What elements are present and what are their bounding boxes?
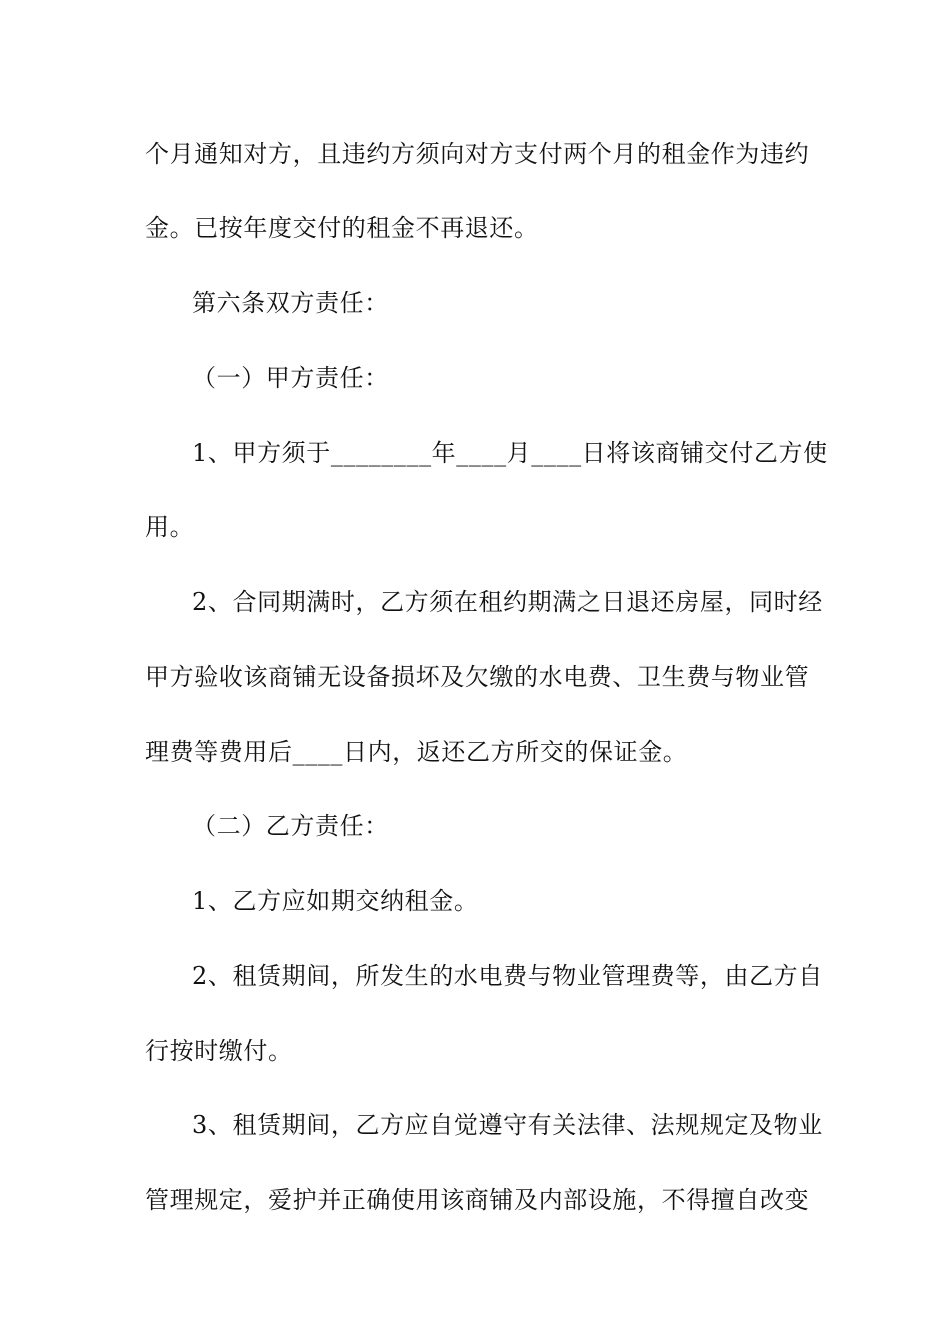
text-line: 行按时缴付。 xyxy=(145,1037,293,1065)
section-heading: （二）乙方责任： xyxy=(192,812,389,840)
text-line: 甲方验收该商铺无设备损坏及欠缴的水电费、卫生费与物业管 xyxy=(145,663,810,691)
text-line: 理费等费用后____日内，返还乙方所交的保证金。 xyxy=(145,738,688,766)
text-line: 2、合同期满时，乙方须在租约期满之日退还房屋，同时经 xyxy=(192,588,823,616)
text-line: 1、甲方须于________年____月____日将该商铺交付乙方使 xyxy=(192,439,828,467)
text-line: 金。已按年度交付的租金不再退还。 xyxy=(145,214,539,242)
article-heading: 第六条双方责任： xyxy=(192,289,389,317)
text-line: 3、租赁期间，乙方应自觉遵守有关法律、法规规定及物业 xyxy=(192,1111,823,1139)
section-heading: （一）甲方责任： xyxy=(192,364,389,392)
text-line: 用。 xyxy=(145,513,195,541)
text-line: 2、租赁期间，所发生的水电费与物业管理费等，由乙方自 xyxy=(192,962,823,990)
text-line: 1、乙方应如期交纳租金。 xyxy=(192,887,479,915)
text-line: 个月通知对方，且违约方须向对方支付两个月的租金作为违约 xyxy=(145,140,810,168)
text-line: 管理规定，爱护并正确使用该商铺及内部设施，不得擅自改变 xyxy=(145,1186,810,1214)
